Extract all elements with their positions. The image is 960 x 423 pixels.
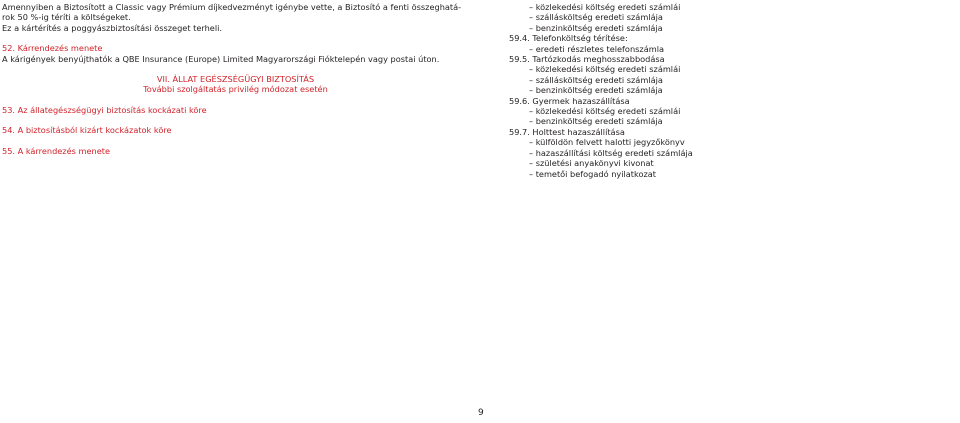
list-item: – benzinköltség eredeti számlája	[529, 116, 663, 127]
intro-line: Amennyiben a Biztosított a Classic vagy Prémium díjkedvezményt igénybe vette, a Biztosító a fenti összeghatá-	[2, 2, 462, 12]
list-item: – benzinköltség eredeti számlája	[529, 22, 663, 33]
section-54-heading: 54. A biztosításból kizárt kockázatok köre	[2, 125, 172, 136]
list-item: – közlekedési költség eredeti számlái	[529, 2, 681, 12]
list-item: – közlekedési költség eredeti számlái	[529, 106, 681, 117]
section-53-heading: 53. Az állategészségügyi biztosítás kockázati köre	[2, 104, 207, 115]
list-item: – külföldön felvett halotti jegyzőkönyv	[529, 137, 685, 148]
list-item: – benzinköltség eredeti számlája	[529, 85, 663, 96]
intro-line: Ez a kártérítés a poggyászbiztosítási összeget terheli.	[2, 22, 222, 33]
right-column	[509, 2, 956, 179]
list-item: – születési anyakönyvi kivonat	[529, 158, 654, 169]
section-52-line: A kárigények benyújthatók a QBE Insurance (Europe) Limited Magyarországi Fióktelepén vagy postai úton.	[2, 53, 440, 64]
chapter-subtitle: További szolgáltatás privilég módozat esetén	[143, 84, 328, 95]
list-item: – temetői befogadó nyilatkozat	[529, 168, 656, 179]
list-item: 59.7. Holttest hazaszállítása	[509, 126, 625, 137]
chapter-title: VII. ÁLLAT EGÉSZSÉGÜGYI BIZTOSÍTÁS	[156, 74, 315, 85]
list-item: – hazaszállítási költség eredeti számlája	[529, 147, 693, 158]
list-item: – szállásköltség eredeti számlája	[529, 12, 663, 23]
section-55-heading: 55. A kárrendezés menete	[2, 145, 110, 156]
page-number: 9	[478, 408, 484, 418]
intro-line: rok 50 %-ig téríti a költségeket.	[2, 12, 131, 23]
list-item: 59.5. Tartózkodás meghosszabbodása	[509, 54, 665, 65]
left-column	[2, 2, 469, 156]
list-item: – közlekedési költség eredeti számlái	[529, 64, 681, 75]
list-item: 59.6. Gyermek hazaszállítása	[509, 95, 630, 106]
list-item: – szállásköltség eredeti számlája	[529, 74, 663, 85]
list-item: – eredeti részletes telefonszámla	[529, 43, 664, 54]
section-52-heading: 52. Kárrendezés menete	[2, 43, 103, 54]
document-list	[509, 2, 956, 179]
list-item: 59.4. Telefonköltség térítése:	[509, 33, 628, 44]
